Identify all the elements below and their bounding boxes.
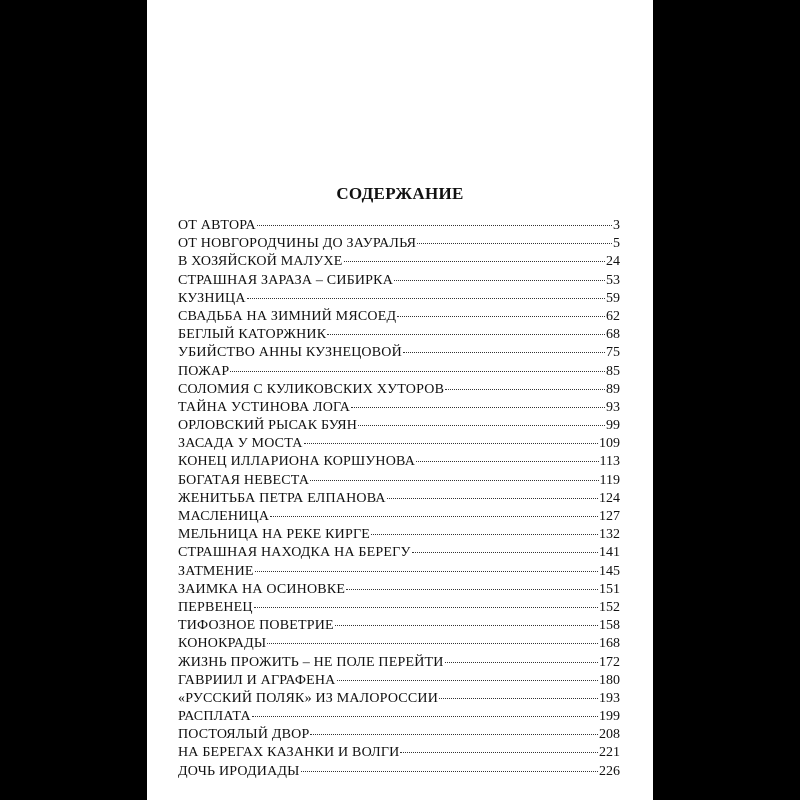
- toc-entry: [178, 290, 620, 308]
- toc-entry-title: ЖЕНИТЬБА ПЕТРА ЕЛПАНОВА: [178, 490, 386, 506]
- toc-entry-page: 68: [606, 327, 620, 343]
- toc-dot-leader: [304, 443, 598, 444]
- toc-dot-leader: [310, 480, 598, 481]
- toc-dot-leader: [310, 734, 598, 735]
- toc-entry-title: МЕЛЬНИЦА НА РЕКЕ КИРГЕ: [178, 527, 371, 543]
- toc-entry-page: 59: [606, 290, 620, 306]
- toc-entry-title: ТАЙНА УСТИНОВА ЛОГА: [178, 399, 351, 415]
- toc-entry-title: ТИФОЗНОЕ ПОВЕТРИЕ: [178, 618, 334, 634]
- toc-entry-page: 3: [613, 218, 620, 233]
- toc-entry: [178, 617, 620, 635]
- toc-entry-title: ГАВРИИЛ И АГРАФЕНА: [178, 672, 336, 688]
- toc-entry-page: 180: [599, 672, 620, 688]
- toc-entry: [178, 563, 620, 581]
- toc-entry-page: 127: [599, 509, 620, 524]
- toc-entry-title: РАСПЛАТА: [178, 709, 251, 725]
- toc-dot-leader: [301, 771, 598, 772]
- toc-entry: [178, 417, 620, 435]
- toc-dot-leader: [344, 261, 605, 262]
- toc-dot-leader: [371, 534, 598, 535]
- toc-dot-leader: [445, 389, 605, 390]
- toc-dot-leader: [255, 571, 598, 572]
- toc-entry-title: СТРАШНАЯ НАХОДКА НА БЕРЕГУ: [178, 545, 411, 561]
- toc-entry: [178, 363, 620, 381]
- toc-dot-leader: [247, 298, 605, 299]
- toc-entry-page: 141: [599, 545, 620, 561]
- toc-entry: [178, 526, 620, 544]
- toc-entry: [178, 272, 620, 290]
- toc-dot-leader: [412, 552, 598, 553]
- toc-entry: [178, 344, 620, 362]
- toc-dot-leader: [257, 225, 612, 226]
- toc-dot-leader: [335, 625, 598, 626]
- toc-entry: [178, 253, 620, 271]
- toc-dot-leader: [351, 407, 605, 408]
- toc-dot-leader: [337, 680, 599, 681]
- toc-entry-title: ПОЖАР: [178, 363, 230, 379]
- toc-entry-title: КОНОКРАДЫ: [178, 636, 267, 652]
- toc-entry-title: ПЕРВЕНЕЦ: [178, 599, 253, 615]
- toc-entry: [178, 635, 620, 653]
- toc-entry-title: ОТ НОВГОРОДЧИНЫ ДО ЗАУРАЛЬЯ: [178, 236, 417, 252]
- toc-dot-leader: [397, 316, 605, 317]
- toc-entry-title: ЗАИМКА НА ОСИНОВКЕ: [178, 581, 346, 597]
- toc-entry-page: 113: [599, 454, 620, 470]
- toc-entry: [178, 217, 620, 235]
- toc-entry-page: 221: [599, 745, 620, 761]
- toc-entry: [178, 763, 620, 781]
- toc-entry-title: ОТ АВТОРА: [178, 218, 256, 233]
- toc-entry-page: 93: [606, 399, 620, 415]
- toc-entry: [178, 581, 620, 599]
- toc-dot-leader: [267, 643, 598, 644]
- toc-dot-leader: [254, 607, 598, 608]
- toc-entry-title: БОГАТАЯ НЕВЕСТА: [178, 472, 310, 488]
- toc-entry-page: 168: [599, 636, 620, 652]
- toc-entry-page: 172: [599, 654, 620, 670]
- toc-entry: [178, 599, 620, 617]
- toc-entry-page: 152: [599, 599, 620, 615]
- toc-entry: [178, 326, 620, 344]
- toc-dot-leader: [439, 698, 598, 699]
- toc-entry: [178, 726, 620, 744]
- toc-entry: [178, 453, 620, 471]
- toc-entry-page: 109: [599, 436, 620, 452]
- toc-entry-page: 62: [606, 308, 620, 324]
- toc-entry-title: В ХОЗЯЙСКОЙ МАЛУХЕ: [178, 254, 343, 270]
- toc-entry-page: 99: [606, 418, 620, 434]
- toc-dot-leader: [358, 425, 605, 426]
- toc-dot-leader: [327, 334, 605, 335]
- toc-entry-page: 199: [599, 709, 620, 725]
- toc-entry-title: КУЗНИЦА: [178, 290, 246, 306]
- toc-entry: [178, 435, 620, 453]
- toc-entry-title: ПОСТОЯЛЫЙ ДВОР: [178, 727, 310, 743]
- toc-heading: СОДЕРЖАНИЕ: [336, 184, 464, 203]
- toc-entry-page: 119: [599, 472, 620, 488]
- toc-dot-leader: [416, 461, 598, 462]
- toc-entry: [178, 690, 620, 708]
- toc-entry-title: МАСЛЕНИЦА: [178, 509, 270, 524]
- toc-entry-title: СОЛОМИЯ С КУЛИКОВСКИХ ХУТОРОВ: [178, 381, 445, 397]
- toc-entry-title: КОНЕЦ ИЛЛАРИОНА КОРШУНОВА: [178, 454, 416, 470]
- toc-entry-title: СВАДЬБА НА ЗИМНИЙ МЯСОЕД: [178, 308, 397, 324]
- toc-entry: [178, 672, 620, 690]
- toc-dot-leader: [346, 589, 598, 590]
- toc-entry-page: 132: [599, 527, 620, 543]
- toc-dot-leader: [230, 371, 605, 372]
- toc-dot-leader: [252, 716, 598, 717]
- toc-entry: [178, 490, 620, 508]
- toc-entry-page: 5: [613, 236, 620, 252]
- toc-dot-leader: [417, 243, 612, 244]
- toc-dot-leader: [403, 352, 605, 353]
- toc-entry-title: ДОЧЬ ИРОДИАДЫ: [178, 763, 300, 779]
- toc-dot-leader: [270, 516, 598, 517]
- toc-entry: [178, 654, 620, 672]
- toc-list: [178, 217, 620, 781]
- toc-entry-title: ЗАСАДА У МОСТА: [178, 436, 303, 452]
- toc-entry-page: 24: [606, 254, 620, 270]
- toc-entry-title: «РУССКИЙ ПОЛЯК» ИЗ МАЛОРОССИИ: [178, 690, 439, 706]
- toc-entry-page: 226: [599, 763, 620, 779]
- toc-entry-title: НА БЕРЕГАХ КАЗАНКИ И ВОЛГИ: [178, 745, 400, 761]
- document-page: [147, 0, 653, 800]
- toc-entry: [178, 399, 620, 417]
- toc-entry-page: 89: [606, 381, 620, 397]
- toc-entry: [178, 381, 620, 399]
- toc-entry-title: СТРАШНАЯ ЗАРАЗА – СИБИРКА: [178, 272, 394, 288]
- toc-entry-page: 75: [606, 345, 620, 361]
- toc-entry-title: БЕГЛЫЙ КАТОРЖНИК: [178, 327, 327, 343]
- toc-entry: [178, 472, 620, 490]
- toc-entry-page: 85: [606, 363, 620, 379]
- toc-entry: [178, 544, 620, 562]
- toc-entry: [178, 508, 620, 526]
- toc-dot-leader: [394, 280, 605, 281]
- toc-entry-page: 151: [599, 581, 620, 597]
- toc-entry: [178, 308, 620, 326]
- toc-entry-page: 124: [599, 490, 620, 506]
- toc-entry-page: 208: [599, 727, 620, 743]
- toc-entry-title: ЗАТМЕНИЕ: [178, 563, 254, 579]
- toc-entry: [178, 708, 620, 726]
- toc-entry-title: ЖИЗНЬ ПРОЖИТЬ – НЕ ПОЛЕ ПЕРЕЙТИ: [178, 654, 444, 670]
- toc-entry-page: 158: [599, 618, 620, 634]
- toc-entry-page: 193: [599, 690, 620, 706]
- toc-entry: [178, 744, 620, 762]
- toc-entry-title: УБИЙСТВО АННЫ КУЗНЕЦОВОЙ: [178, 345, 402, 361]
- toc-entry: [178, 235, 620, 253]
- toc-dot-leader: [400, 752, 598, 753]
- toc-dot-leader: [387, 498, 598, 499]
- toc-entry-page: 145: [599, 563, 620, 579]
- toc-entry-title: ОРЛОВСКИЙ РЫСАК БУЯН: [178, 418, 358, 434]
- toc-entry-page: 53: [606, 272, 620, 288]
- toc-dot-leader: [445, 662, 598, 663]
